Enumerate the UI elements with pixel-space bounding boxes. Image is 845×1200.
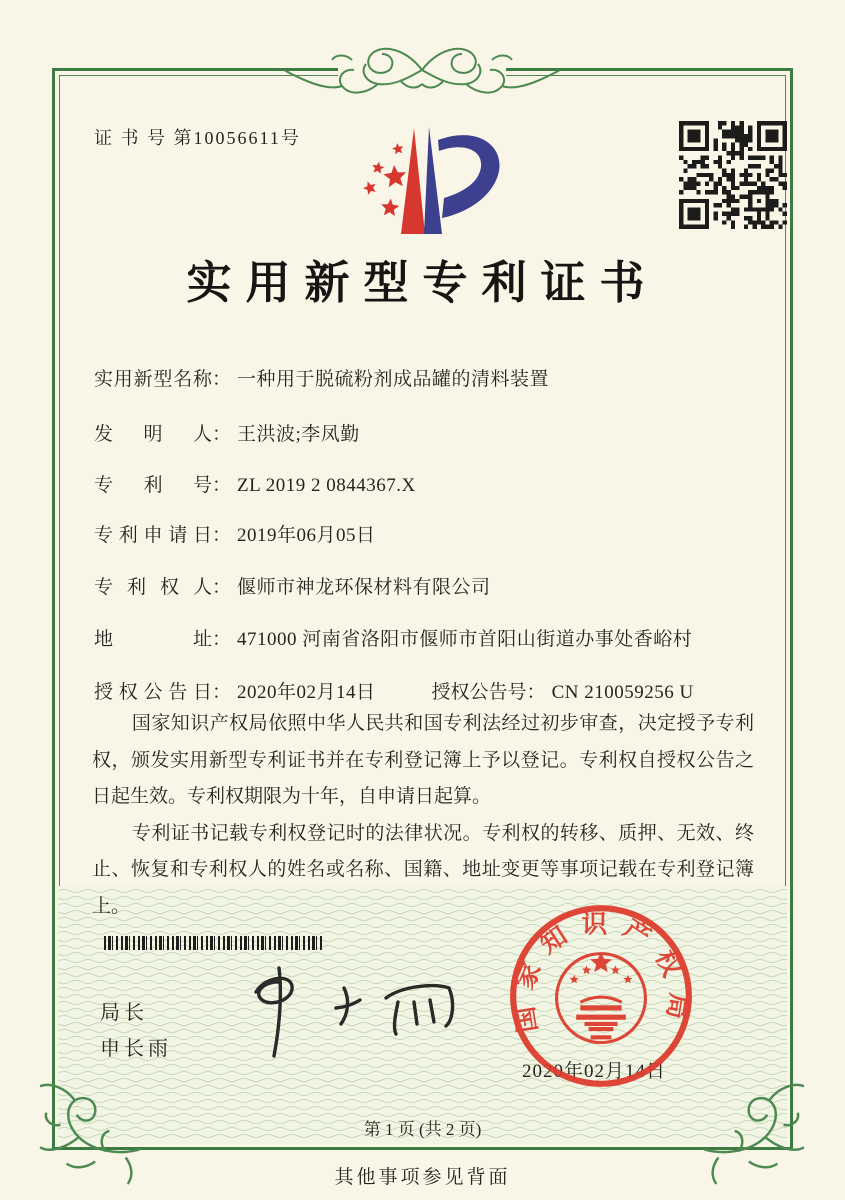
field-colon: ： bbox=[212, 369, 232, 390]
field-label: 专利权人 bbox=[94, 577, 212, 598]
corner-ornament-right-icon bbox=[698, 1076, 810, 1193]
legal-text-block bbox=[92, 706, 754, 925]
field-label: 授权公告日 bbox=[94, 682, 212, 703]
certificate-number-suffix: 号 bbox=[280, 128, 301, 148]
cnipa-logo-icon bbox=[338, 116, 508, 241]
field-colon: ： bbox=[212, 525, 232, 546]
field-label: 专利号 bbox=[94, 475, 212, 496]
official-seal-icon bbox=[508, 903, 694, 1094]
legal-paragraph-2: 专利证书记载专利权登记时的法律状况。专利权的转移、质押、无效、终止、恢复和专利权人的姓名或名称、国籍、地址变更等事项记载在专利登记簿上。 bbox=[92, 822, 754, 917]
field-filing-date bbox=[94, 520, 774, 548]
field-label: 地址 bbox=[94, 629, 212, 650]
field-value: 偃师市神龙环保材料有限公司 bbox=[237, 577, 491, 598]
field-grant-number bbox=[432, 677, 694, 704]
field-label: 实用新型名称 bbox=[94, 369, 212, 390]
field-value: CN 210059256 U bbox=[551, 682, 694, 703]
qr-code bbox=[679, 121, 787, 229]
field-address bbox=[94, 624, 774, 652]
corner-ornament-left-icon bbox=[34, 1076, 146, 1193]
barcode bbox=[104, 936, 322, 950]
field-label: 专利申请日 bbox=[94, 525, 212, 546]
field-colon: ： bbox=[212, 682, 232, 703]
legal-paragraph-1: 国家知识产权局依照中华人民共和国专利法经过初步审查，决定授予专利权，颁发实用新型专利证书并在专利登记簿上予以登记。专利权自授权公告之日起生效。专利权期限为十年，自申请日起算。 bbox=[92, 713, 754, 807]
director-signature-icon bbox=[238, 962, 468, 1067]
certificate-title: 实用新型专利证书 bbox=[186, 258, 659, 308]
field-colon: ： bbox=[212, 424, 232, 445]
field-colon: ： bbox=[212, 577, 232, 598]
field-grant-date bbox=[94, 677, 774, 705]
field-colon: ： bbox=[526, 682, 546, 703]
field-value: 2019年06月05日 bbox=[237, 525, 376, 546]
certificate-number-value: 10056611 bbox=[193, 128, 281, 148]
field-value: 一种用于脱硫粉剂成品罐的清料装置 bbox=[237, 369, 550, 390]
field-colon: ： bbox=[212, 475, 232, 496]
certificate-number bbox=[94, 124, 301, 150]
field-inventor bbox=[94, 419, 774, 447]
certificate-number-prefix: 证 书 号 第 bbox=[94, 128, 194, 148]
field-colon: ： bbox=[212, 629, 232, 650]
top-border-ornament-icon bbox=[282, 36, 562, 107]
field-value: ZL 2019 2 0844367.X bbox=[237, 475, 416, 496]
field-label: 发明人 bbox=[94, 424, 212, 445]
director-title: 局长 bbox=[100, 1002, 148, 1024]
page-number: 第 1 页 (共 2 页) bbox=[363, 1120, 482, 1139]
director-name: 申长雨 bbox=[100, 1038, 172, 1060]
field-utility-name bbox=[94, 364, 774, 392]
back-note: 其他事项参见背面 bbox=[334, 1167, 511, 1188]
seal-agency-text: 国家知识产权局 bbox=[508, 909, 694, 1035]
field-value: 2020年02月14日 bbox=[237, 682, 376, 703]
field-value: 王洪波;李凤勤 bbox=[237, 424, 360, 445]
seal-date: 2020年02月14日 bbox=[522, 1061, 667, 1082]
field-value: 471000 河南省洛阳市偃师市首阳山街道办事处香峪村 bbox=[237, 629, 693, 650]
field-label: 授权公告号 bbox=[431, 682, 527, 703]
field-patentee bbox=[94, 572, 774, 600]
field-patent-number bbox=[94, 470, 774, 498]
